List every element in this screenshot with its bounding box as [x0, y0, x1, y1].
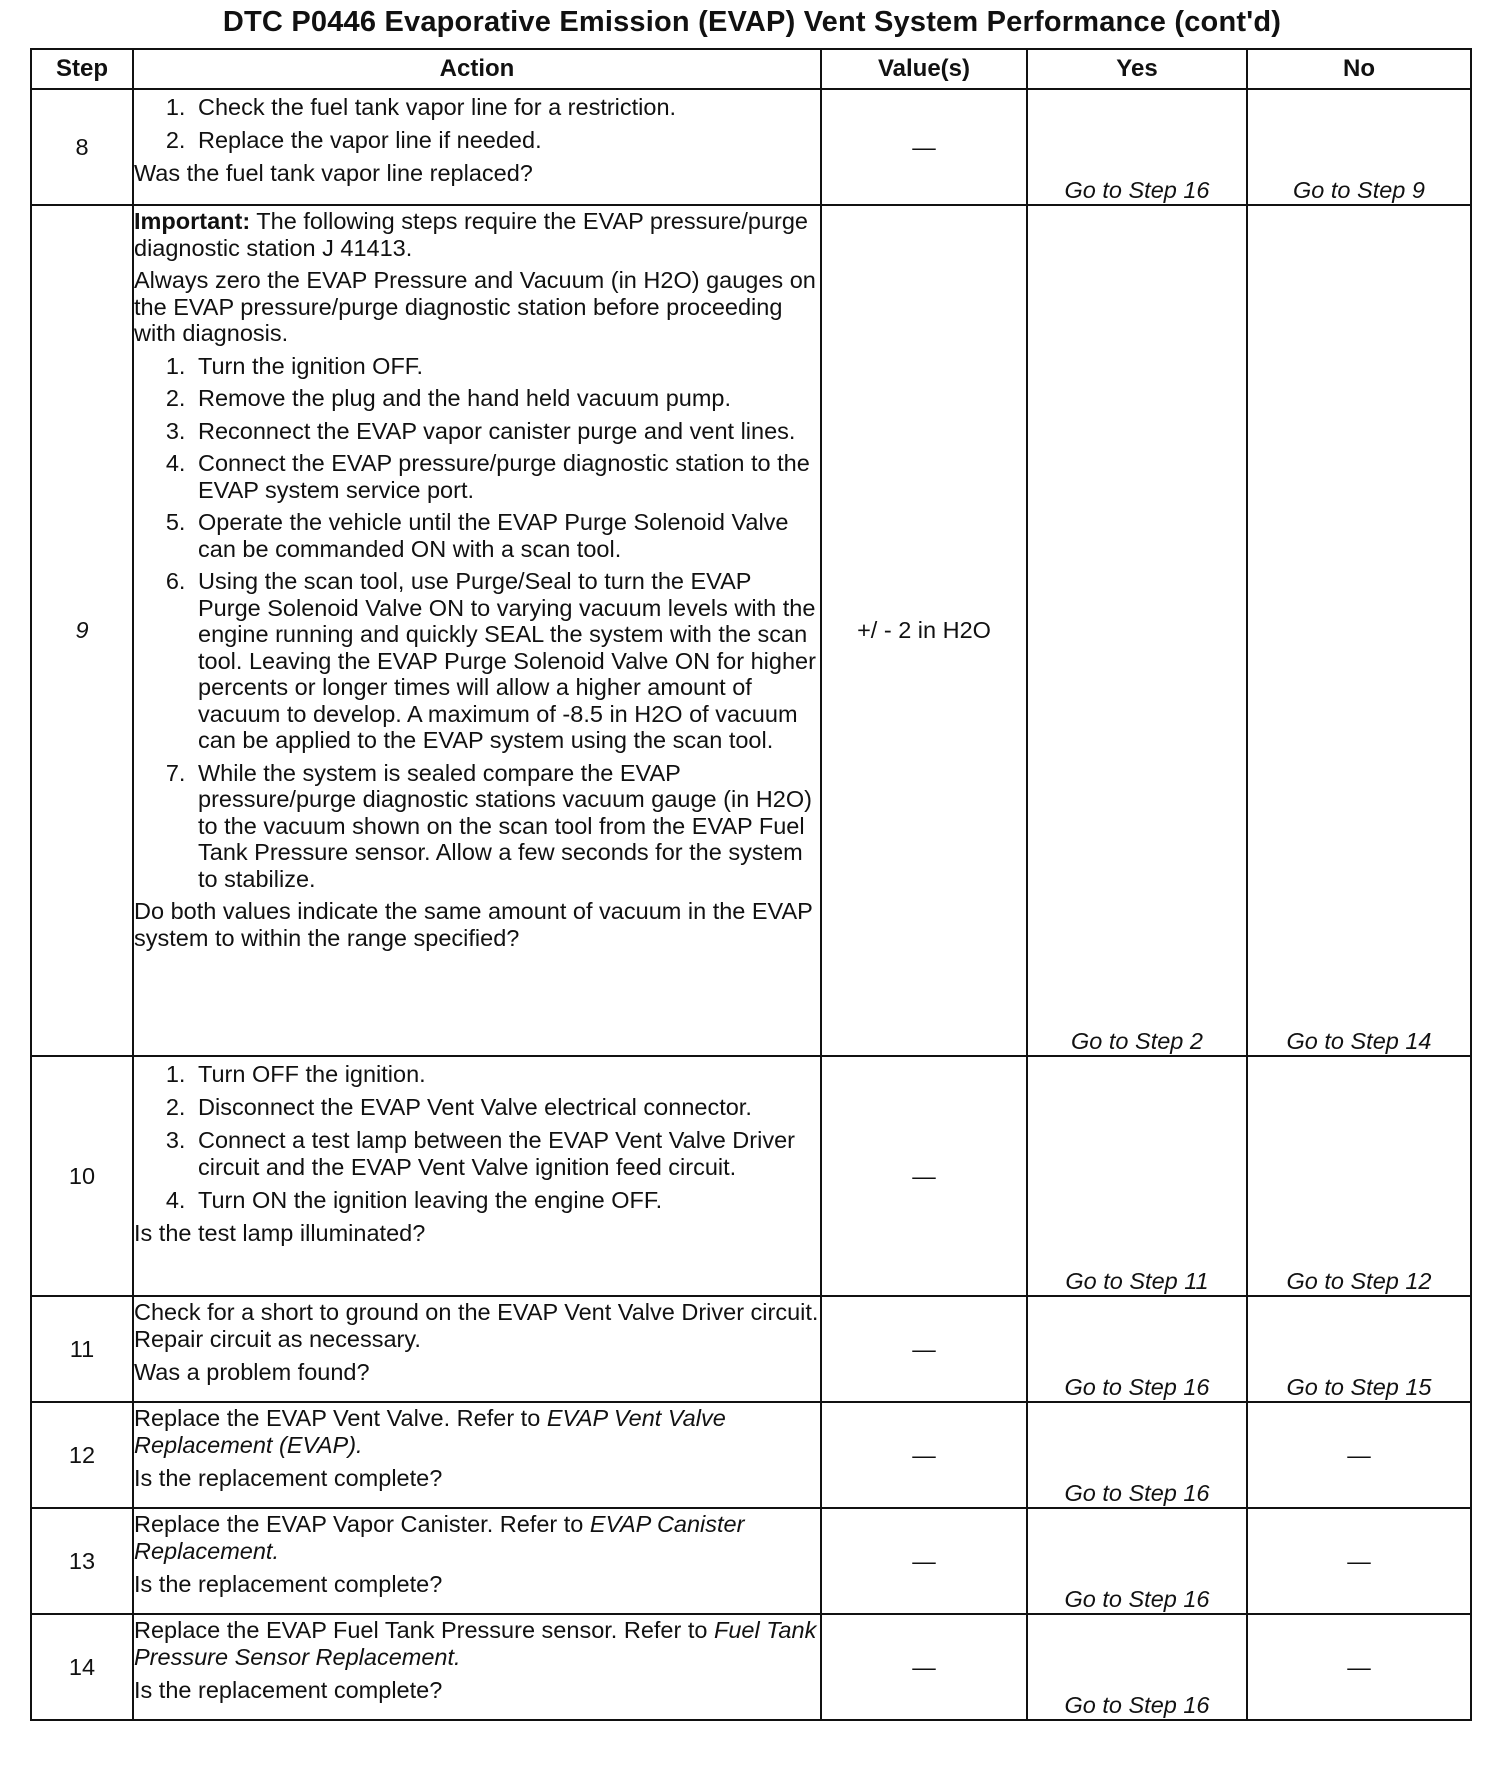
list-item: 2. Replace the vapor line if needed.	[192, 127, 820, 154]
important-text: The following steps require the EVAP pressure/purge diagnostic station J 41413.	[134, 208, 808, 261]
question: Is the replacement complete?	[134, 1571, 443, 1597]
no-cell: Go to Step 15	[1247, 1296, 1471, 1402]
list-item: 6. Using the scan tool, use Purge/Seal to turn the EVAP Purge Solenoid Valve ON to varying vacuum levels with the engine running and quickly SEAL the system with the scan tool. Leaving the EVAP Purge Solenoid Valve ON for higher percents or longer times will allow a higher amount of vacuum to develop. A maximum of -8.5 in H2O of vacuum can be applied to the EVAP system using the scan tool.	[192, 568, 820, 754]
page-title: DTC P0446 Evaporative Emission (EVAP) Vent System Performance (cont'd)	[222, 6, 1282, 38]
question: Is the test lamp illuminated?	[134, 1220, 426, 1246]
value-cell: +/ - 2 in H2O	[821, 205, 1027, 1056]
table-row	[31, 1296, 1471, 1402]
yes-cell: Go to Step 16	[1027, 1402, 1247, 1508]
value-cell: —	[821, 1508, 1027, 1614]
important-label: Important:	[134, 208, 251, 234]
header-step: Step	[31, 49, 133, 89]
no-cell: Go to Step 14	[1247, 205, 1471, 1056]
list-item: 1. Check the fuel tank vapor line for a restriction.	[192, 94, 820, 121]
diagnostic-table	[30, 48, 1472, 1721]
step-number: 14	[31, 1614, 133, 1720]
list-item: 2. Disconnect the EVAP Vent Valve electrical connector.	[192, 1094, 820, 1121]
no-cell: —	[1247, 1402, 1471, 1508]
header-row	[31, 49, 1471, 89]
action-cell	[133, 1402, 821, 1508]
list-item: 1. Turn OFF the ignition.	[192, 1061, 820, 1088]
action-cell	[133, 1508, 821, 1614]
action-text: Replace the EVAP Fuel Tank Pressure sensor. Refer to	[134, 1617, 714, 1643]
question: Was a problem found?	[134, 1359, 370, 1385]
action-text: Replace the EVAP Vapor Canister. Refer to	[134, 1511, 590, 1537]
table-row	[31, 89, 1471, 205]
question: Do both values indicate the same amount of vacuum in the EVAP system to within the range specified?	[134, 898, 813, 951]
list-item: 4. Turn ON the ignition leaving the engine OFF.	[192, 1187, 820, 1214]
action-cell	[133, 1614, 821, 1720]
list-item: 5. Operate the vehicle until the EVAP Purge Solenoid Valve can be commanded ON with a scan tool.	[192, 509, 820, 562]
yes-cell: Go to Step 11	[1027, 1056, 1247, 1296]
important-note	[134, 208, 820, 261]
yes-cell: Go to Step 16	[1027, 1614, 1247, 1720]
action-text: Replace the EVAP Vent Valve. Refer to	[134, 1405, 547, 1431]
list-item: 7. While the system is sealed compare the EVAP pressure/purge diagnostic stations vacuum gauge (in H2O) to the vacuum shown on the scan tool from the EVAP Fuel Tank Pressure sensor. Allow a few seconds for the system to stabilize.	[192, 760, 820, 893]
reference-link: EVAP Vent Valve Replacement (EVAP).	[134, 1405, 726, 1458]
value-cell: —	[821, 1402, 1027, 1508]
no-cell: —	[1247, 1508, 1471, 1614]
table-row	[31, 1614, 1471, 1720]
list-item: 1. Turn the ignition OFF.	[192, 353, 820, 380]
reference-link: Fuel Tank Pressure Sensor Replacement.	[134, 1617, 817, 1670]
table-row	[31, 205, 1471, 1056]
table-row	[31, 1056, 1471, 1296]
yes-cell: Go to Step 16	[1027, 89, 1247, 205]
yes-cell: Go to Step 16	[1027, 1296, 1247, 1402]
step-number: 12	[31, 1402, 133, 1508]
value-cell: —	[821, 89, 1027, 205]
header-action: Action	[133, 49, 821, 89]
step-number: 8	[31, 89, 133, 205]
list-item: 4. Connect the EVAP pressure/purge diagnostic station to the EVAP system service port.	[192, 450, 820, 503]
value-cell: —	[821, 1614, 1027, 1720]
header-no: No	[1247, 49, 1471, 89]
step-number: 11	[31, 1296, 133, 1402]
question: Is the replacement complete?	[134, 1677, 443, 1703]
list-item: 3. Reconnect the EVAP vapor canister purge and vent lines.	[192, 418, 820, 445]
header-values: Value(s)	[821, 49, 1027, 89]
step-number: 9	[31, 205, 133, 1056]
note-text: Always zero the EVAP Pressure and Vacuum (in H2O) gauges on the EVAP pressure/purge diagnostic station before proceeding with diagnosis.	[134, 267, 816, 346]
list-item: 3. Connect a test lamp between the EVAP Vent Valve Driver circuit and the EVAP Vent Valve ignition feed circuit.	[192, 1127, 820, 1181]
list-item: 2. Remove the plug and the hand held vacuum pump.	[192, 385, 820, 412]
action-text: Check for a short to ground on the EVAP Vent Valve Driver circuit. Repair circuit as necessary.	[134, 1299, 819, 1352]
step-number: 13	[31, 1508, 133, 1614]
action-cell	[133, 1296, 821, 1402]
reference-link: EVAP Canister Replacement.	[134, 1511, 745, 1564]
action-cell	[133, 205, 821, 1056]
action-cell	[133, 89, 821, 205]
table-row	[31, 1402, 1471, 1508]
table-row	[31, 1508, 1471, 1614]
no-cell: Go to Step 9	[1247, 89, 1471, 205]
question: Was the fuel tank vapor line replaced?	[134, 160, 533, 186]
header-yes: Yes	[1027, 49, 1247, 89]
question: Is the replacement complete?	[134, 1465, 443, 1491]
value-cell: —	[821, 1056, 1027, 1296]
value-cell: —	[821, 1296, 1027, 1402]
no-cell: Go to Step 12	[1247, 1056, 1471, 1296]
step-number: 10	[31, 1056, 133, 1296]
yes-cell: Go to Step 2	[1027, 205, 1247, 1056]
action-cell	[133, 1056, 821, 1296]
no-cell: —	[1247, 1614, 1471, 1720]
yes-cell: Go to Step 16	[1027, 1508, 1247, 1614]
